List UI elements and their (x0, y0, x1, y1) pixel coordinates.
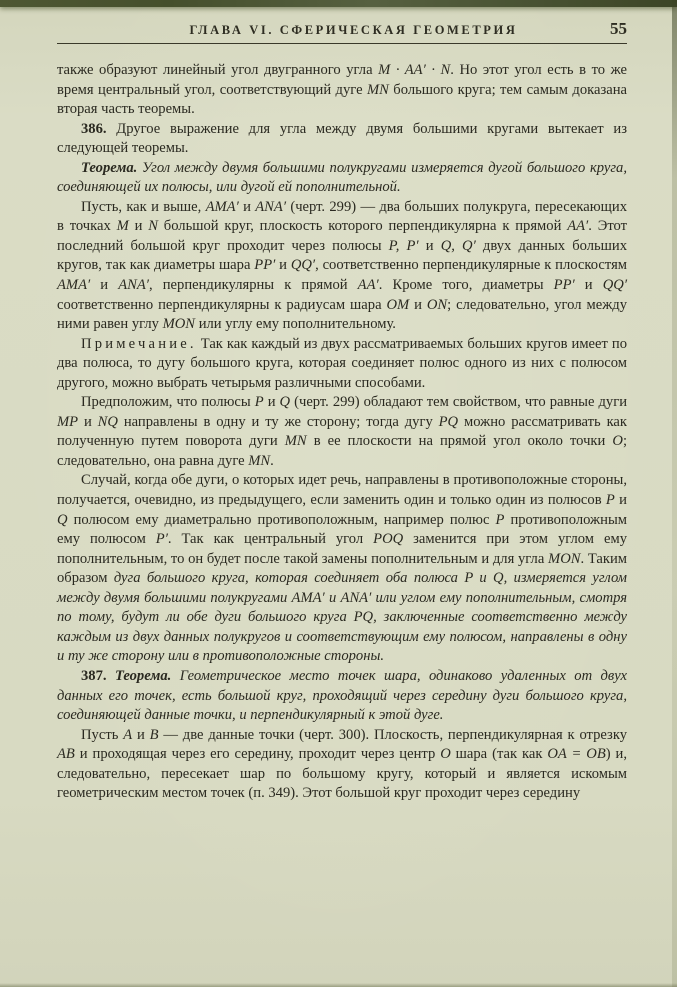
text-segment: M · AA′ · N (378, 62, 451, 78)
text-segment: POQ (373, 531, 404, 548)
text-segment: и (418, 237, 441, 254)
text-segment: Пусть, как и выше, (81, 198, 206, 215)
text-segment: 386. (81, 120, 107, 137)
text-segment: Теорема. (106, 667, 172, 684)
text-segment: и (574, 277, 603, 294)
paragraph (57, 393, 627, 471)
paragraph (57, 335, 627, 394)
text-segment: MON (162, 316, 196, 333)
text-segment: в ее плоскости на прямой угол около точки (306, 433, 613, 450)
paragraph (57, 120, 627, 159)
text-segment: Q (279, 394, 291, 411)
page-body (57, 61, 627, 804)
text-segment: или углу ему пополнительному. (195, 316, 396, 333)
text-segment: большого круга; тем самым доказана вторая часть теоремы. (57, 81, 627, 118)
text-segment: AMA′ (205, 198, 239, 215)
text-segment: заменится при этом углом ему пополнительным, то он будет после такой замены пополнительным и для угла (57, 531, 628, 567)
paragraph (57, 159, 627, 198)
running-head (57, 19, 627, 39)
text-segment: . (270, 452, 274, 469)
text-segment: дуга большого круга, которая соединяет оба полюса P и Q, измеряется углом между двумя большими полукругами AMA′ и ANA′ или углом ему пополнительным, смотря по тому, будут ли обе дуги большого круга PQ, заключенные соответственно между каждым из двух данных полукругов и соответствующим ему полюсом, направлены в одну и ту же сторону или в противоположные стороны. (57, 570, 627, 665)
text-segment: P′ (155, 531, 168, 548)
text-segment: N (148, 218, 158, 235)
text-segment: . Так как центральный угол (167, 531, 374, 548)
text-segment: AMA′ (57, 277, 91, 294)
text-segment: . Но этот угол есть в то же время центральный угол, соответствующий дуге (57, 62, 627, 98)
text-segment: (черт. 299) — два больших полукруга, пересекающих в точках (57, 198, 627, 235)
text-segment: , перпендикулярны к прямой (148, 277, 358, 294)
text-segment: AA′ (567, 218, 589, 235)
text-segment: Пусть (81, 726, 124, 743)
text-segment: Q, Q′ (440, 237, 476, 254)
text-segment: A (123, 726, 133, 743)
text-segment: AA′ (357, 277, 379, 294)
text-segment: ANA′ (118, 277, 149, 294)
text-segment: OM (386, 296, 410, 313)
text-segment: и (90, 277, 119, 294)
text-segment: , соответственно перпендикулярные к плоскостям (315, 257, 628, 274)
paragraph (57, 198, 627, 335)
text-segment: B (149, 726, 159, 743)
text-segment: большой круг, плоскость которого перпендикулярна к прямой (157, 218, 568, 235)
text-segment: Геометрическое место точек шара, одинаково удаленных от двух данных его точек, есть большой круг, проходящий через середину дуги большого круга, соединяющей данные точки, и перпендикулярный к этой дуге. (57, 667, 627, 724)
text-segment: и (409, 296, 427, 313)
paragraph (57, 471, 627, 666)
text-segment: и (263, 394, 280, 411)
text-segment: ; следовательно, угол между ними равен углу (57, 296, 627, 333)
text-segment: QQ′ (290, 257, 316, 274)
text-segment: . Этот последний большой круг проходит через полюсы (57, 218, 628, 254)
text-segment: — две данные точки (черт. 300). Плоскость, перпендикулярная к отрезку (158, 726, 627, 743)
paragraph (57, 667, 627, 726)
text-segment: (черт. 299) обладают тем свойством, что равные дуги (290, 394, 627, 411)
text-segment: и (275, 257, 291, 274)
text-segment: MP (57, 413, 79, 430)
scan-edge-top (0, 0, 677, 7)
chapter-title: ГЛАВА VI. СФЕРИЧЕСКАЯ ГЕОМЕТРИЯ (189, 23, 518, 37)
text-segment: противоположным ему полюсом (57, 511, 627, 548)
text-segment: и (78, 413, 98, 430)
text-segment: Теорема. (81, 159, 138, 176)
text-segment: O (612, 433, 623, 450)
text-segment: . Таким образом (57, 550, 627, 587)
text-segment: и (614, 492, 627, 509)
text-segment: PP′ (553, 277, 575, 294)
text-segment: O (440, 746, 451, 763)
page-number: 55 (610, 19, 627, 38)
text-segment: M (116, 218, 129, 235)
text-segment: . Кроме того, диаметры (378, 277, 554, 294)
text-segment: и (132, 726, 150, 743)
paragraph (57, 61, 627, 120)
text-segment: ANA′ (255, 198, 287, 215)
text-segment: Угол между двумя большими полукругами измеряется дугой большого круга, соединяющей их полюсы, или дугой ей пополнительной. (57, 159, 627, 196)
text-segment: и проходящая через его середину, проходит через центр (74, 746, 441, 763)
text-segment: и (128, 218, 149, 235)
header-rule (57, 43, 627, 44)
text-segment: Q (57, 511, 68, 528)
text-segment: Так как каждый из двух рассматриваемых больших кругов имеет по два полюса, то дугу большого круга, которая соединяет полюс одного из них с полюсом другого, можно выбрать четырьмя различными способами. (57, 335, 627, 391)
text-segment: ) и, следовательно, пересекает шар по большому кругу, который и является искомым геометрическим местом точек (п. 349). Этот большой круг проходит через середину (57, 746, 627, 802)
scan-edge-right (672, 0, 677, 987)
text-segment: QQ′ (602, 277, 628, 294)
text-segment: соответственно перпендикулярны к радиусам шара (57, 296, 387, 313)
text-segment: направлены в одну и ту же сторону; тогда дугу (117, 413, 439, 430)
text-segment: MN (284, 433, 307, 450)
text-segment: Примечание. (81, 335, 197, 352)
text-segment: P (605, 492, 615, 509)
text-segment: также образуют линейный угол двугранного угла (57, 62, 379, 78)
text-segment: Другое выражение для угла между двумя большими кругами вытекает из следующей теоремы. (57, 120, 627, 157)
text-segment: ; следовательно, она равна дуге (57, 433, 627, 469)
text-segment: и (238, 198, 256, 215)
text-segment: 387. (81, 667, 107, 684)
text-segment: P, P′ (388, 237, 419, 254)
text-segment: PQ (438, 413, 459, 430)
text-segment: AB (57, 746, 75, 763)
text-segment: полюсом ему диаметрально противоположным, например полюс (67, 511, 496, 528)
text-segment: NQ (97, 413, 118, 430)
text-segment: P (495, 511, 505, 528)
text-segment: Случай, когда обе дуги, о которых идет речь, направлены в противоположные стороны, получается, очевидно, из предыдущего, если заменить один и только один из полюсов (57, 472, 627, 509)
scan-edge-bottom (0, 983, 677, 987)
text-segment: ON (426, 296, 448, 313)
text-segment: OA = OB (547, 746, 606, 763)
text-segment: шара (так как (450, 746, 548, 763)
text-segment: P (254, 394, 264, 411)
text-segment: двух данных больших кругов, так как диаметры шара (57, 237, 628, 274)
text-segment: MN (366, 81, 389, 98)
text-segment: PP′ (254, 257, 276, 274)
text-segment: можно рассматривать как полученную путем поворота дуги (57, 413, 628, 450)
text-segment: Предположим, что полюсы (81, 394, 255, 411)
text-segment: MN (248, 452, 271, 469)
paragraph (57, 726, 627, 804)
text-segment: MON (548, 550, 581, 567)
